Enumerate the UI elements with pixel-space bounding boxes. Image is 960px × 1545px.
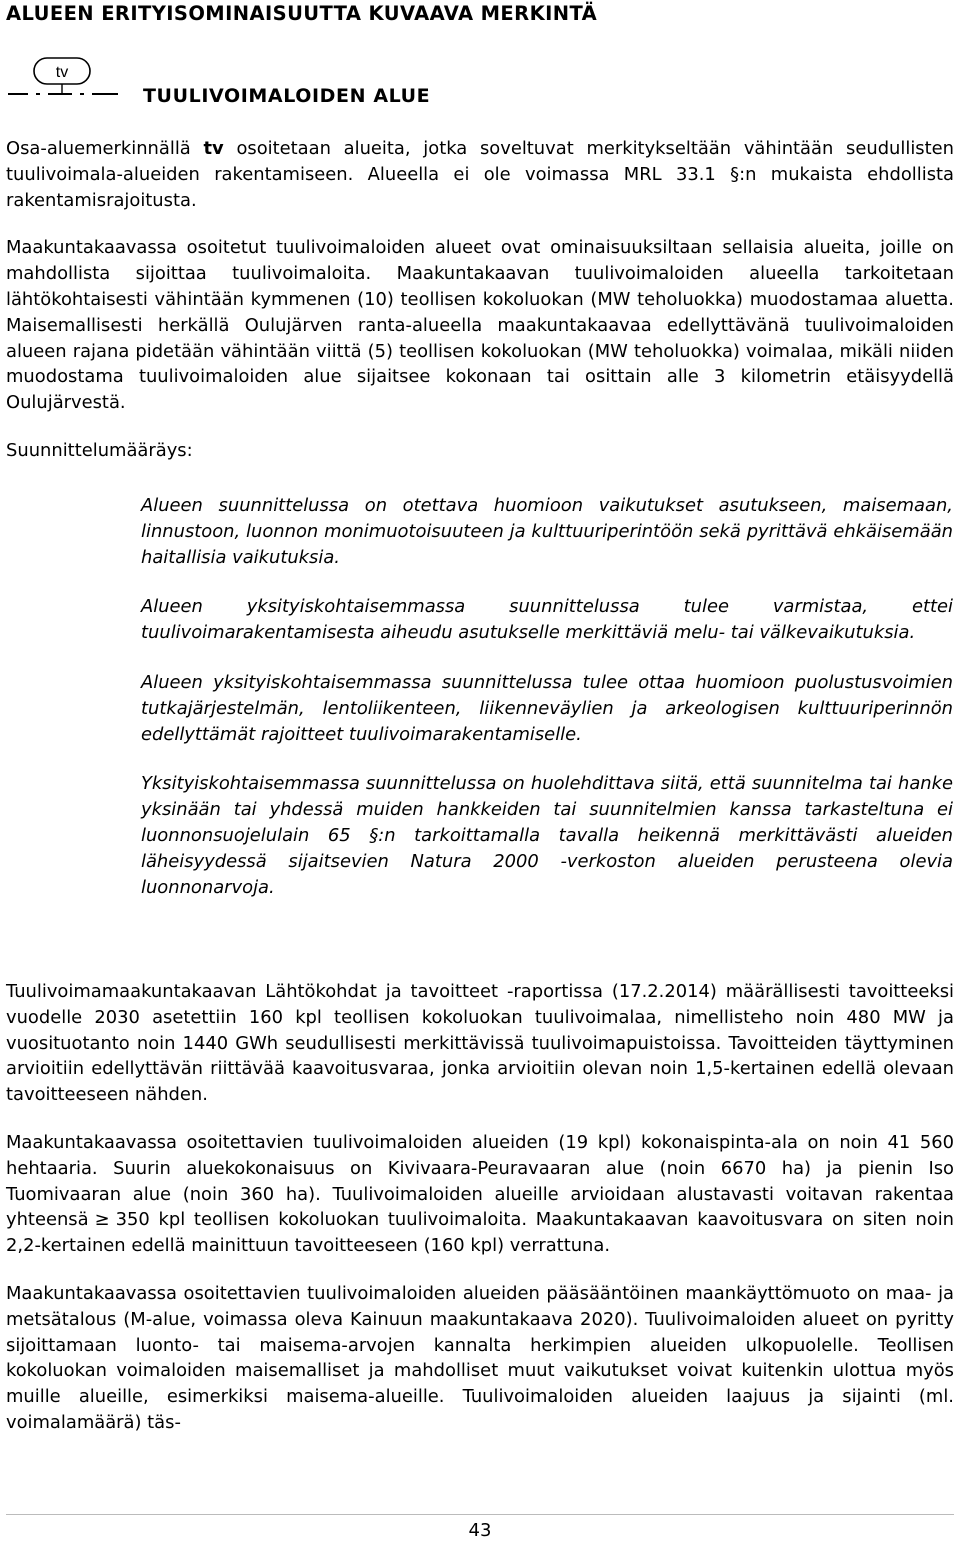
description-paragraph: Maakuntakaavassa osoitetut tuulivoimaloiden alueet ovat ominaisuuksiltaan sellaisia alueita, joille on mahdollista sijoittaa tuulivoimaloita. Maakuntakaavan tuulivoimaloiden alueella tarkoitetaan lähtökohtaisesti vähintään kymmenen (10) teollisen kokoluokan (MW teholuokka) muodostamaa aluetta. Maisemallisesti herkällä Oulujärven ranta-alueella maakuntakaavaa edellyttävänä tuulivoimaloiden alueen rajana pidetään vähintään viittä (5) teollisen kokoluokan (MW teholuokka) voimalaa, mikäli niiden muodostama tuulivoimaloiden alue sijaitsee kokonaan tai osittain alle 3 kilometrin etäisyydellä Oulujärvestä. [6, 237, 954, 414]
tv-area-symbol-icon [6, 56, 126, 106]
regulation-item: Yksityiskohtaisemmassa suunnittelussa on huolehdittava siitä, että suunnitelma tai hanke yksinään tai yhdessä muiden hankkeiden tai suunnitelmien kanssa tarkasteltuna ei luonnonsuojelulain 65 §:n tarkoittamalla tavalla heikennä merkittävästi alueiden läheisyydessä sijaitsevien Natura 2000 -verkoston alueiden perusteena olevia luonnonarvoja. [141, 773, 953, 898]
section-heading: ALUEEN ERITYISOMINAISUUTTA KUVAAVA MERKINTÄ [6, 2, 598, 25]
regulation-item: Alueen yksityiskohtaisemmassa suunnittelussa tulee ottaa huomioon puolustusvoimien tutkajärjestelmän, lentoliikenteen, liikenneväylien ja arkeologisen kulttuuriperinnön edellyttämät rajoitteet tuulivoimarakentamiselle. [141, 671, 953, 745]
symbol-label: tv [55, 64, 69, 81]
body-paragraph-targets: Tuulivoimamaakuntakaavan Lähtökohdat ja tavoitteet -raportissa (17.2.2014) määrällisesti tavoitteeksi vuodelle 2030 asetettiin 160 kpl teollisen kokoluokan tuulivoimalaa, nimellisteho noin 480 MW ja vuosituotanto noin 1440 GWh seudullisesti merkittävissä tuulivoimapuistoissa. Tavoitteiden täyttyminen arvioitiin edellyttävän riittävää kaavoitusvaraa, jonka arvioitiin olevan noin 1,5-kertainen edellä olevaan tavoitteeseen nähden. [6, 981, 954, 1106]
body-paragraph-areas: Maakuntakaavassa osoitettavien tuulivoimaloiden alueiden (19 kpl) kokonaispinta-ala on noin 41 560 hehtaaria. Suurin aluekokonaisuus on Kivivaara-Peuravaaran alue (noin 6670 ha) ja pienin Iso Tuomivaaran alue (noin 360 ha). Tuulivoimaloiden alueille arvioidaan alustavasti voitavan rakentaa yhteensä ≥ 350 kpl teollisen kokoluokan tuulivoimaloita. Maakuntakaavan kaavoitusvara on siten noin 2,2-kertainen edellä mainittuun tavoitteeseen (160 kpl) verrattuna. [6, 1131, 954, 1257]
regulation-item: Alueen yksityiskohtaisemmassa suunnittelussa tulee varmistaa, ettei tuulivoimarakentamisesta aiheudu asutukselle merkittäviä melu- tai välkevaikutuksia. [141, 596, 953, 644]
page-number: 43 [468, 1520, 492, 1541]
footer-divider [6, 1514, 954, 1515]
body-section [6, 979, 954, 1458]
regulations-label: Suunnittelumääräys: [6, 439, 193, 461]
regulations-list [141, 493, 953, 924]
body-paragraph-landuse: Maakuntakaavassa osoitettavien tuulivoimaloiden alueiden pääsääntöinen maankäyttömuoto on maa- ja metsätalous (M-alue, voimassa oleva Kainuun maakuntakaava 2020). Tuulivoimaloiden alueet on pyritty sijoittamaan luonto- tai maisema-arvojen kannalta herkimpien alueiden ulkopuolelle. Teollisen kokoluokan voimaloiden maisemalliset ja mahdolliset muut vaikutukset voivat kuitenkin ulottua myös muille alueille, esimerkiksi maisema-alueille. Tuulivoimaloiden alueiden laajuus ja sijainti (ml. voimalamäärä) täs- [6, 1282, 954, 1433]
regulation-item: Alueen suunnittelussa on otettava huomioon vaikutukset asutukseen, maisemaan, linnustoon, luonnon monimuotoisuuteen ja kulttuuriperintöön sekä pyrittävä ehkäisemään haitallisia vaikutuksia. [141, 495, 953, 568]
intro-paragraph: Osa-aluemerkinnällä tv osoitetaan alueita, jotka soveltuvat merkitykseltään vähintään seudullisten tuulivoimala-alueiden rakentamiseen. Alueella ei ole voimassa MRL 33.1 §:n mukaista ehdollista rakentamisrajoitusta. [6, 138, 954, 211]
greater-equal-symbol: ≥ [94, 1209, 110, 1231]
intro-section [6, 136, 954, 464]
area-title: TUULIVOIMALOIDEN ALUE [143, 85, 431, 107]
